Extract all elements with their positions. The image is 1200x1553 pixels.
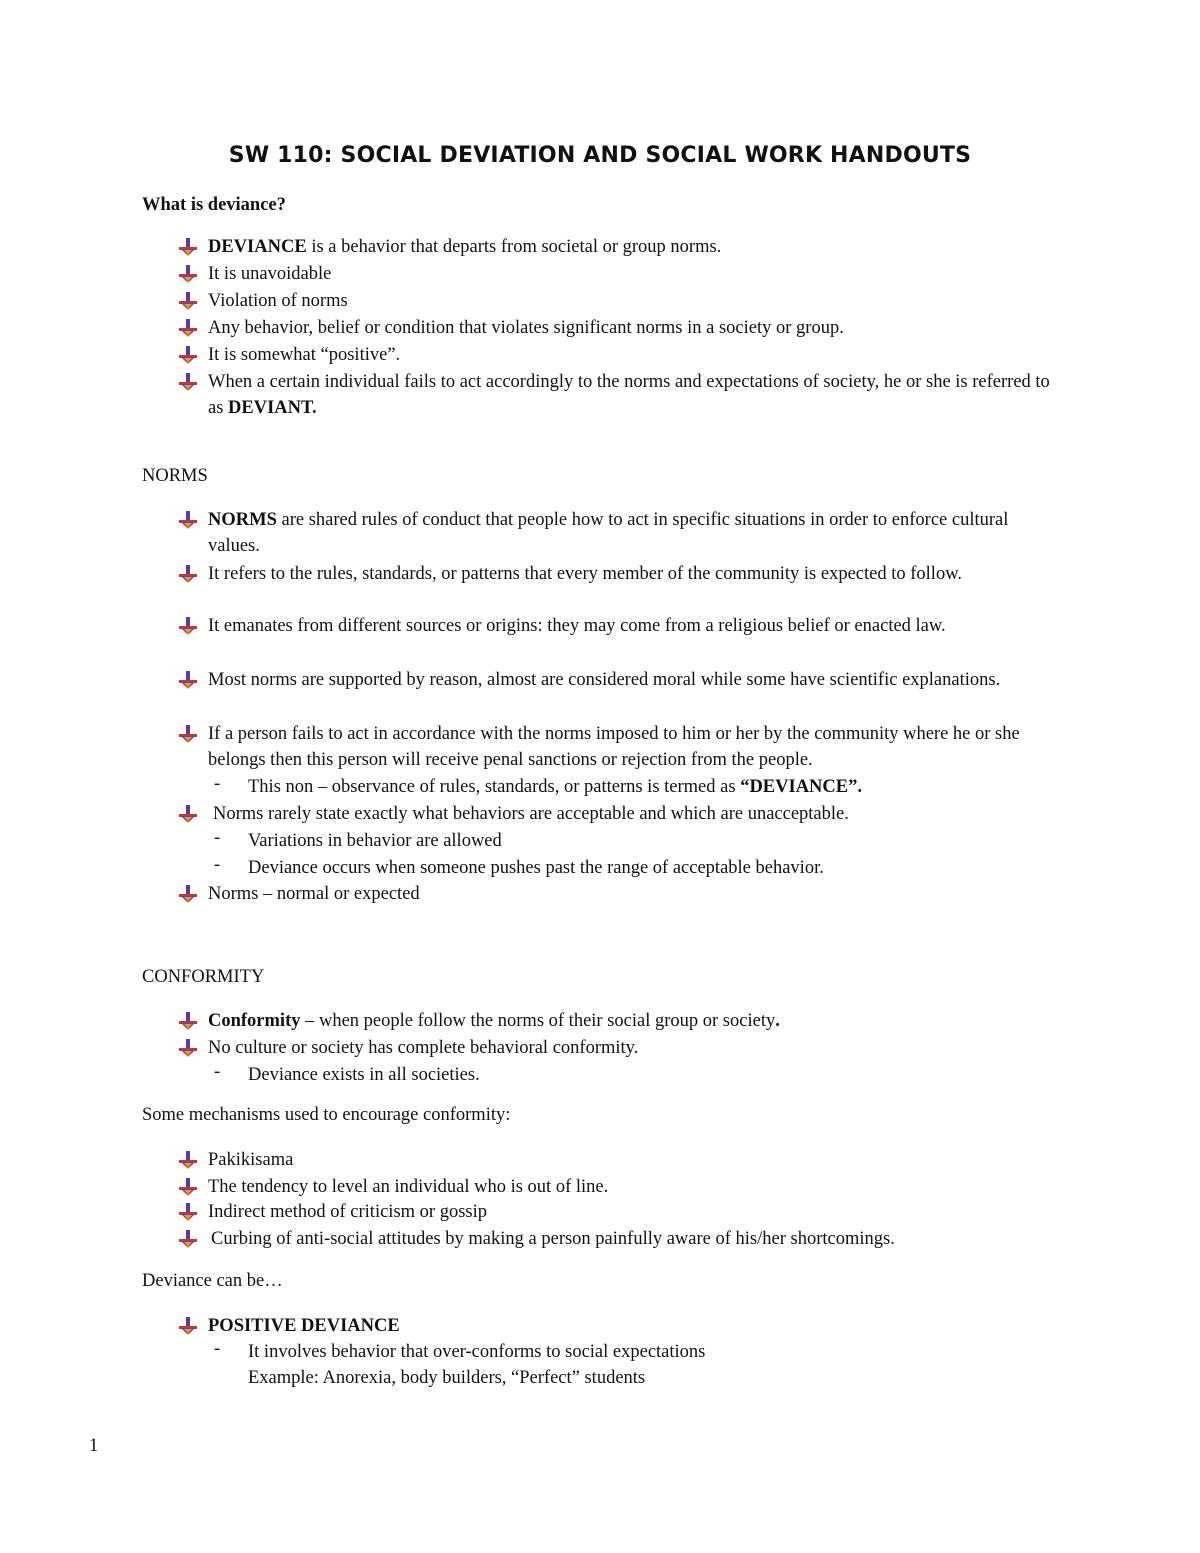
arrow-bullet-icon	[178, 510, 198, 530]
sub-item: Variations in behavior are allowed	[248, 831, 502, 851]
list-item: Any behavior, belief or condition that violates significant norms in a society or group.	[208, 318, 844, 338]
arrow-bullet-icon	[178, 804, 198, 824]
list-item: Norms rarely state exactly what behaviors are acceptable and which are unacceptable.	[213, 804, 849, 824]
list-item: Conformity – when people follow the norms of their social group or society.	[208, 1011, 780, 1031]
arrow-bullet-icon	[178, 1150, 198, 1170]
arrow-bullet-icon	[178, 1011, 198, 1031]
dash-marker: -	[214, 855, 221, 875]
list-item: It is somewhat “positive”.	[208, 345, 401, 365]
list-item: NORMS are shared rules of conduct that people how to act in specific situations in order to enforce cultural values.	[208, 510, 1009, 556]
list-item: No culture or society has complete behavioral conformity.	[208, 1038, 639, 1058]
arrow-bullet-icon	[178, 616, 198, 636]
arrow-bullet-icon	[178, 1038, 198, 1058]
section-heading-conformity: CONFORMITY	[142, 967, 265, 987]
list-item: Indirect method of criticism or gossip	[208, 1202, 487, 1222]
arrow-bullet-icon	[178, 670, 198, 690]
section-heading-norms: NORMS	[142, 466, 208, 486]
arrow-bullet-icon	[178, 1316, 198, 1336]
list-item: DEVIANCE is a behavior that departs from societal or group norms.	[208, 237, 722, 257]
dash-marker: -	[214, 828, 221, 848]
sub-item: It involves behavior that over-conforms to social expectations	[248, 1342, 706, 1362]
arrow-bullet-icon	[178, 564, 198, 584]
dash-marker: -	[214, 1339, 221, 1359]
list-item: Norms – normal or expected	[208, 884, 420, 904]
sub-item: Deviance exists in all societies.	[248, 1065, 480, 1085]
list-item: When a certain individual fails to act accordingly to the norms and expectations of society, he or she is referred to as DEVIANT.	[208, 372, 1050, 418]
sub-item: Deviance occurs when someone pushes past the range of acceptable behavior.	[248, 858, 824, 878]
arrow-bullet-icon	[178, 724, 198, 744]
list-item: It is unavoidable	[208, 264, 332, 284]
sub-item: This non – observance of rules, standards, or patterns is termed as “DEVIANCE”.	[248, 777, 862, 797]
dash-marker: -	[214, 774, 221, 794]
arrow-bullet-icon	[178, 884, 198, 904]
list-item: If a person fails to act in accordance with the norms imposed to him or her by the community where he or she belongs then this person will receive penal sanctions or rejection from the people.	[208, 724, 1020, 770]
list-item: Curbing of anti-social attitudes by making a person painfully aware of his/her shortcomings.	[211, 1229, 895, 1249]
page-number: 1	[89, 1436, 99, 1456]
arrow-bullet-icon	[178, 372, 198, 392]
list-item: Most norms are supported by reason, almost are considered moral while some have scientific explanations.	[208, 670, 1001, 690]
arrow-bullet-icon	[178, 237, 198, 257]
list-item: The tendency to level an individual who is out of line.	[208, 1177, 609, 1197]
arrow-bullet-icon	[178, 1229, 198, 1249]
list-item: Pakikisama	[208, 1150, 294, 1170]
arrow-bullet-icon	[178, 318, 198, 338]
dash-marker: -	[214, 1062, 221, 1082]
deviance-can-be-intro: Deviance can be…	[142, 1271, 283, 1291]
list-item: It emanates from different sources or origins: they may come from a religious belief or enacted law.	[208, 616, 946, 636]
document-title: SW 110: SOCIAL DEVIATION AND SOCIAL WORK HANDOUTS	[228, 143, 972, 168]
example-line: Example: Anorexia, body builders, “Perfect” students	[248, 1368, 646, 1388]
arrow-bullet-icon	[178, 291, 198, 311]
list-item-positive-deviance: POSITIVE DEVIANCE	[208, 1316, 400, 1336]
list-item: It refers to the rules, standards, or patterns that every member of the community is expected to follow.	[208, 564, 962, 584]
mechanisms-intro: Some mechanisms used to encourage conformity:	[142, 1105, 511, 1125]
arrow-bullet-icon	[178, 1202, 198, 1222]
section-heading-what-is-deviance: What is deviance?	[142, 195, 286, 215]
arrow-bullet-icon	[178, 345, 198, 365]
arrow-bullet-icon	[178, 264, 198, 284]
list-item: Violation of norms	[208, 291, 348, 311]
arrow-bullet-icon	[178, 1177, 198, 1197]
